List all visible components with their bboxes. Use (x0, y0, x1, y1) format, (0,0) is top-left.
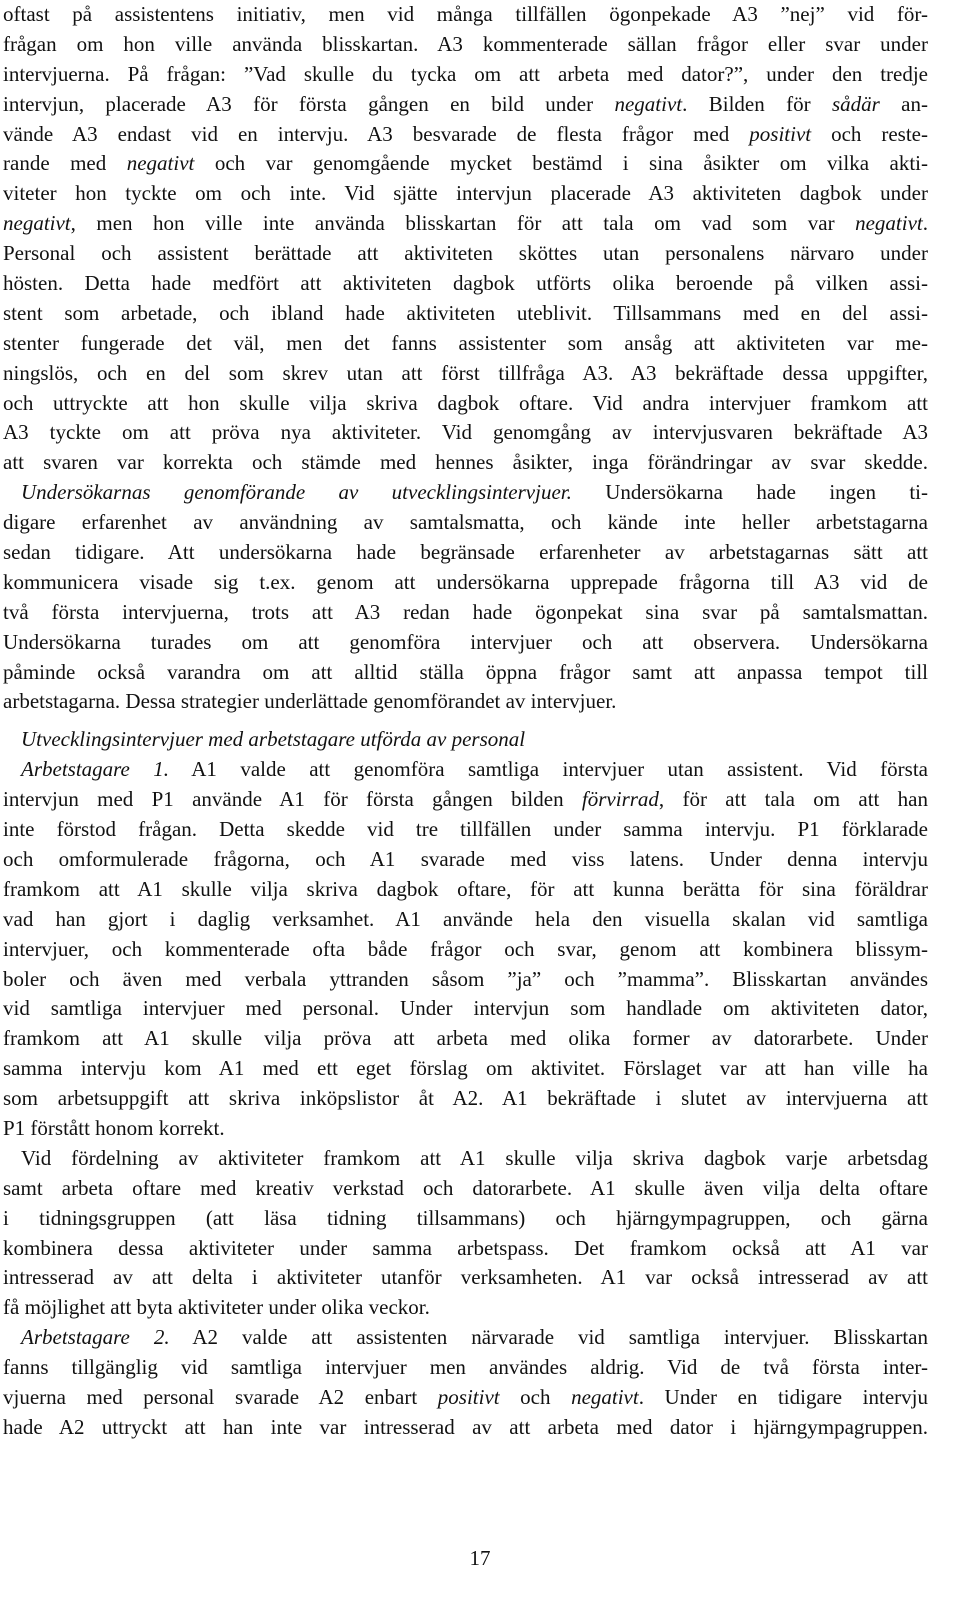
document-page (3, 0, 928, 1443)
text-line: påminde också varandra om att alltid ställa öppna frågor samt att anpassa tempot till (3, 659, 928, 684)
page-number: 17 (469, 1546, 491, 1570)
text-line: Arbetstagare 2. A2 valde att assistenten närvarade vid samtliga intervjuer. Blisskartan (21, 1325, 928, 1350)
text-line: fanns tillgänglig vid samtliga intervjuer men användes aldrig. Vid de två första inter- (3, 1355, 928, 1380)
text-line: samt arbeta oftare med kreativ verkstad och datorarbete. A1 skulle även vilja delta oftare (3, 1175, 928, 1200)
text-line: arbetstagarna. Dessa strategier underlättade genomförandet av intervjuer. (3, 689, 617, 714)
text-line: två första intervjuerna, trots att A3 redan hade ögonpekat sina svar på samtalsmattan. (3, 599, 928, 624)
text-line: intresserad av att delta i aktiviteter utanför verksamheten. A1 var också intresserad av att (3, 1265, 928, 1290)
text-line: och uttryckte att hon skulle vilja skriva dagbok oftare. Vid andra intervjuer framkom att (3, 390, 928, 415)
text-line: oftast på assistentens initiativ, men vid många tillfällen ögonpekade A3 ”nej” vid för- (3, 2, 928, 26)
text-line: ningslös, och en del som skrev utan att först tillfråga A3. A3 bekräftade dessa uppgifter, (3, 360, 928, 385)
text-line: Undersökarna turades om att genomföra intervjuer och att observera. Undersökarna (3, 629, 928, 654)
text-line: boler och även med verbala yttranden såsom ”ja” och ”mamma”. Blisskartan användes (3, 966, 928, 991)
text-line: rande med negativt och var genomgående mycket bestämd i sina åsikter om vilka akti- (3, 151, 928, 176)
text-line: att svaren var korrekta och stämde med hennes åsikter, inga förändringar av svar skedde. (3, 450, 928, 475)
text-line: stent som arbetade, och ibland hade aktiviteten uteblivit. Tillsammans med en del assi- (3, 300, 928, 325)
text-line: A3 tyckte om att pröva nya aktiviteter. Vid genomgång av intervjusvaren bekräftade A3 (3, 420, 928, 445)
text-line: kommunicera visade sig t.ex. genom att undersökarna upprepade frågorna till A3 vid de (3, 569, 928, 594)
text-line: P1 förstått honom korrekt. (3, 1115, 225, 1140)
text-line: Vid fördelning av aktiviteter framkom att A1 skulle vilja skriva dagbok varje arbetsdag (21, 1145, 928, 1170)
text-line: vände A3 endast vid en intervju. A3 besvarade de flesta frågor med positivt och reste- (3, 121, 928, 146)
text-line: stenter fungerade det väl, men det fanns assistenter som ansåg att aktiviteten var me- (3, 330, 928, 355)
text-line: intervjun, placerade A3 för första gången en bild under negativt. Bilden för sådär an- (3, 91, 928, 116)
text-line: intervjuer, och kommenterade ofta både frågor och svar, genom att kombinera blissym- (3, 936, 928, 961)
text-line: intervjun med P1 använde A1 för första gången bilden förvirrad, för att tala om att han (3, 787, 928, 812)
text-line: framkom att A1 skulle vilja skriva dagbok oftare, för att kunna berätta för sina föräldrar (3, 876, 928, 901)
text-line: hade A2 uttryckt att han inte var intresserad av att arbeta med dator i hjärngympagruppen. (3, 1414, 928, 1439)
text-line: framkom att A1 skulle vilja pröva att arbeta med olika former av datorarbete. Under (3, 1026, 928, 1051)
text-line: Arbetstagare 1. A1 valde att genomföra samtliga intervjuer utan assistent. Vid första (21, 757, 928, 782)
text-line: digare erfarenhet av användning av samtalsmatta, och kände inte heller arbetstagarna (3, 510, 928, 535)
text-line: sedan tidigare. Att undersökarna hade begränsade erfarenheter av arbetstagarnas sätt att (3, 540, 928, 565)
text-line: samma intervju kom A1 med ett eget förslag om aktivitet. Förslaget var att han ville ha (3, 1056, 928, 1081)
text-line: och omformulerade frågorna, och A1 svarade med viss latens. Under denna intervju (3, 846, 928, 871)
text-line: Undersökarnas genomförande av utvecklingsintervjuer. Undersökarna hade ingen ti- (21, 480, 928, 505)
text-line: få möjlighet att byta aktiviteter under olika veckor. (3, 1295, 430, 1320)
text-line: kombinera dessa aktiviteter under samma arbetspass. Det framkom också att A1 var (3, 1235, 928, 1260)
text-line: vad han gjort i daglig verksamhet. A1 använde hela den visuella skalan vid samtliga (3, 906, 928, 931)
text-line: viteter hon tyckte om och inte. Vid sjätte intervjun placerade A3 aktiviteten dagbok under (3, 181, 928, 206)
text-line: hösten. Detta hade medfört att aktiviteten dagbok utförts olika beroende på vilken assi- (3, 271, 928, 296)
text-line: vjuerna med personal svarade A2 enbart positivt och negativt. Under en tidigare intervju (3, 1384, 928, 1409)
text-line: inte förstod frågan. Detta skedde vid tre tillfällen under samma intervju. P1 förklarade (3, 817, 928, 842)
text-line: i tidningsgruppen (att läsa tidning tillsammans) och hjärngympagruppen, och gärna (3, 1205, 928, 1230)
text-line: negativt, men hon ville inte använda blisskartan för att tala om vad som var negativt. (3, 211, 928, 236)
text-line: frågan om hon ville använda blisskartan. A3 kommenterade sällan frågor eller svar under (3, 31, 928, 56)
text-line: som arbetsuppgift att skriva inköpslistor åt A2. A1 bekräftade i slutet av intervjuerna att (3, 1086, 928, 1111)
text-line: vid samtliga intervjuer med personal. Under intervjun som handlade om aktiviteten dator, (3, 996, 928, 1021)
text-line: Personal och assistent berättade att aktiviteten sköttes utan personalens närvaro under (3, 241, 928, 266)
text-line: intervjuerna. På frågan: ”Vad skulle du tycka om att arbeta med dator?”, under den tredje (3, 61, 928, 86)
section-heading: Utvecklingsintervjuer med arbetstagare utförda av personal (21, 727, 526, 752)
